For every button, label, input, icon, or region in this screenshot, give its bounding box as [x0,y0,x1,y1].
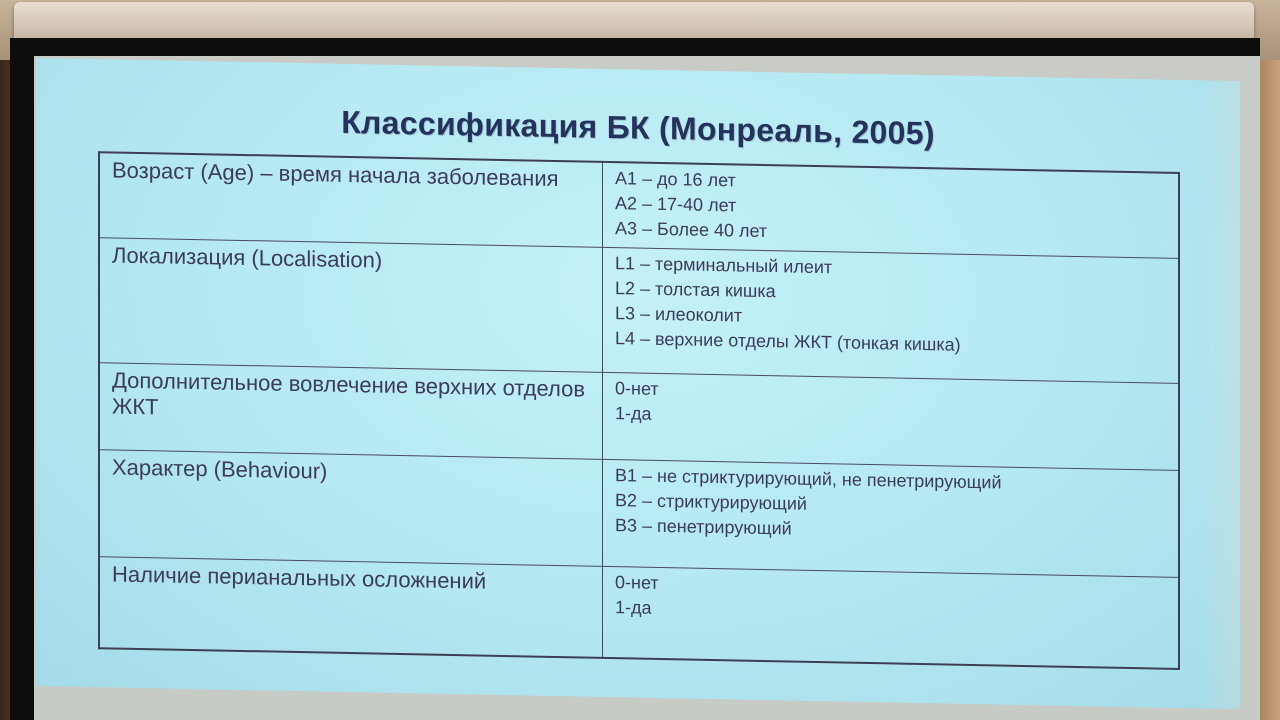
value-item: A3 – Более 40 лет [615,218,768,242]
param-cell: Дополнительное вовлечение верхних отделов ЖКТ [99,363,603,460]
light-glare [1200,80,1240,709]
param-cell: Характер (Behaviour) [99,450,603,567]
table-row-perianal [99,557,1179,669]
values-cell [603,372,1180,470]
value-item: A2 – 17-40 лет [615,193,737,216]
value-item: B2 – стриктурирующий [615,490,807,514]
param-cell: Возраст (Age) – время начала заболевания [99,152,603,247]
value-item: L2 – толстая кишка [615,278,776,302]
param-cell: Локализация (Localisation) [99,238,603,373]
value-item: B3 – пенетрирующий [615,515,792,539]
value-item: 1-да [615,597,652,618]
value-item: L3 – илеоколит [615,303,743,326]
table-row-behaviour [99,450,1179,578]
value-item: B1 – не стриктурирующий, не пенетрирующий [615,465,1002,493]
value-item: L1 – терминальный илеит [615,253,833,278]
values-cell [603,566,1180,669]
values-cell [603,459,1180,577]
value-item: L4 – верхние отделы ЖКТ (тонкая кишка) [615,328,961,355]
classification-table [98,151,1180,670]
values-cell [603,247,1180,383]
slide-title: Классификация БК (Монреаль, 2005) [341,103,935,152]
value-item: 1-да [615,403,652,424]
value-item: A1 – до 16 лет [615,168,736,191]
value-item: 0-нет [615,378,659,399]
values-cell [603,162,1180,259]
value-item: 0-нет [615,572,659,593]
table-row-localisation [99,238,1179,384]
presentation-slide [36,58,1240,709]
param-cell: Наличие перианальных осложнений [99,557,603,658]
